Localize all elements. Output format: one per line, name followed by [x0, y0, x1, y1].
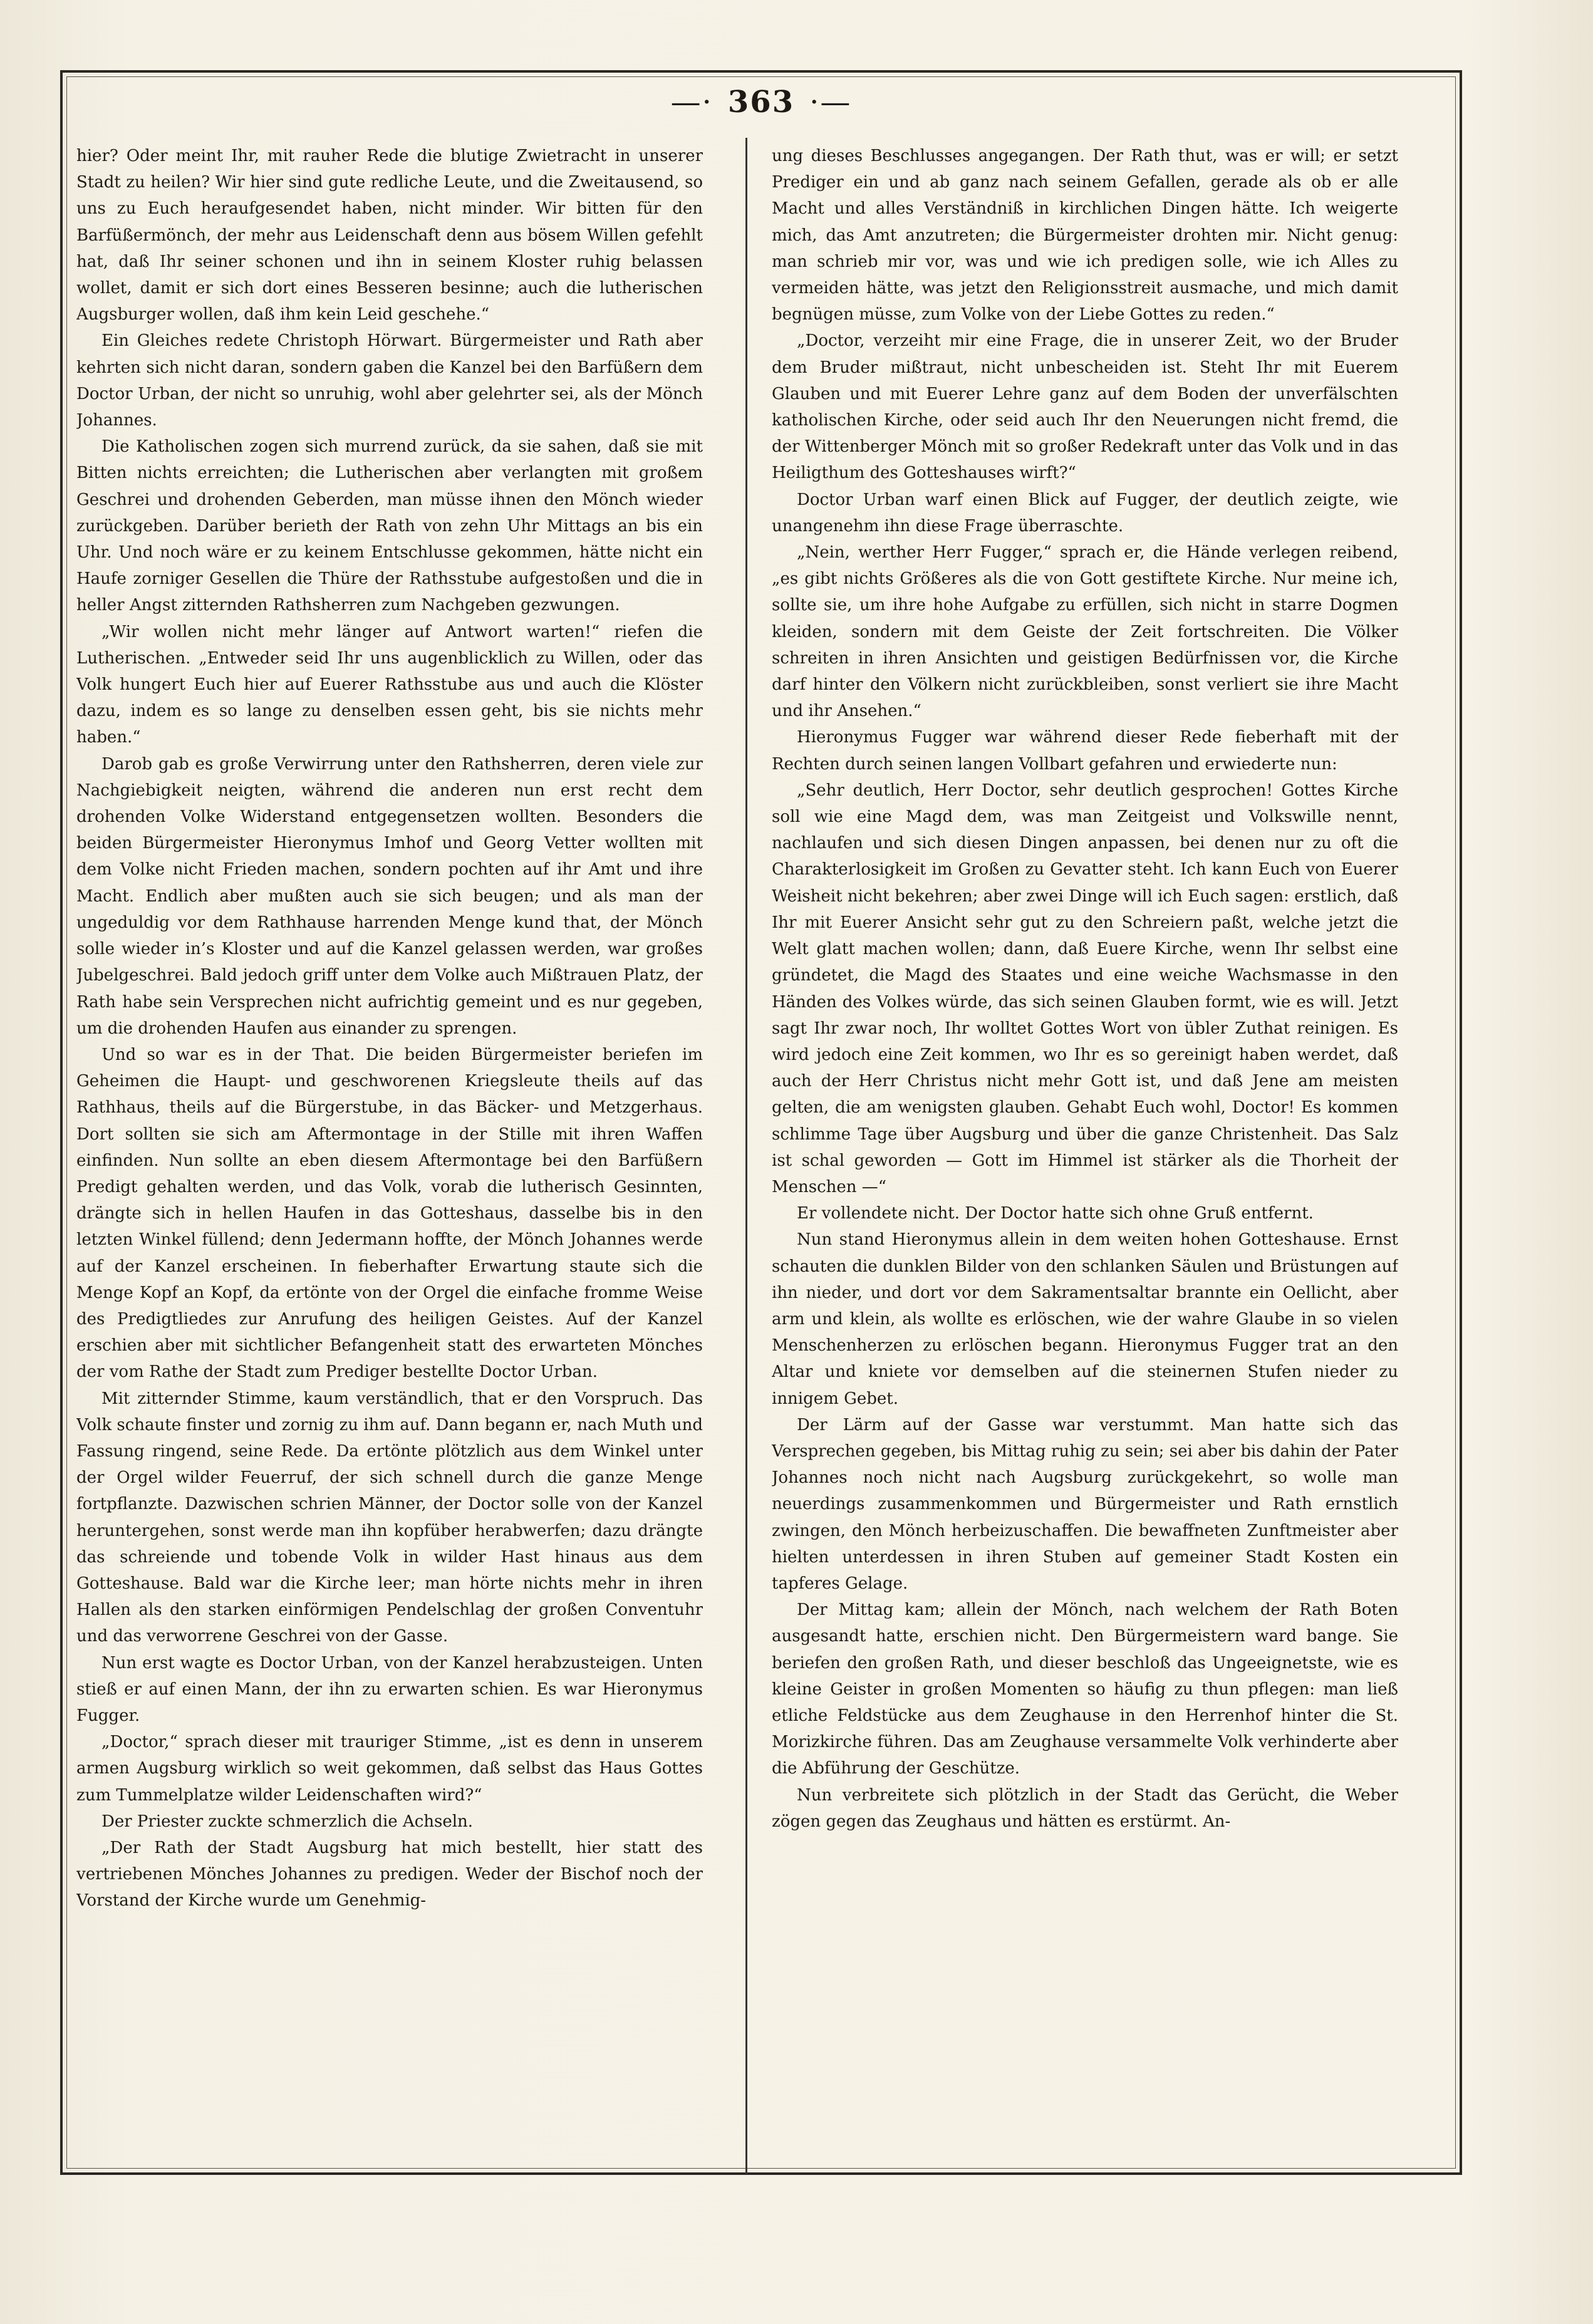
paragraph: hier? Oder meint Ihr, mit rauher Rede die blutige Zwietracht in unserer Stadt zu heilen? Wir hier sind gute redliche Leute, und die Zweitausend, so uns zu Euch heraufgesendet haben, nicht minder. Wir bitten für den Barfüßermönch, der mehr aus Leidenschaft denn aus bösem Willen gefehlt hat, daß Ihr seiner schonen und ihn in seinem Kloster ruhig belassen wollet, damit er sich dort eines Besseren besinne; auch die lutherischen Augsburger wollen, daß ihm kein Leid geschehe.“: [76, 147, 703, 324]
paragraph: „Der Rath der Stadt Augsburg hat mich bestellt, hier statt des vertriebenen Mönches Johannes zu predigen. Weder der Bischof noch der Vorstand der Kirche wurde um Genehmig-: [76, 1839, 703, 1911]
paragraph: Darob gab es große Verwirrung unter den Rathsherren, deren viele zur Nachgiebigkeit neigten, während die anderen nun erst recht dem drohenden Volke Widerstand entgegensetzen wollten. Besonders die beiden Bürgermeister Hieronymus Imhof und Georg Vetter wollten mit dem Volke nicht Frieden machen, sondern pochten auf ihr Amt und ihre Macht. Endlich aber mußten auch sie sich beugen; und als man der ungeduldig vor dem Rathhause harrenden Menge kund that, der Mönch solle wieder in’s Kloster und auf die Kanzel gelassen werden, war großes Jubelgeschrei. Bald jedoch griff unter dem Volke auch Mißtrauen Platz, der Rath habe sein Versprechen nicht aufrichtig gemeint und es nur gegeben, um die drohenden Haufen aus einander zu sprengen.: [76, 754, 703, 1038]
paragraph: Hieronymus Fugger war während dieser Rede fieberhaft mit der Rechten durch seinen langen Vollbart gefahren und erwiederte nun:: [772, 728, 1398, 774]
page-number: 363: [727, 85, 795, 120]
column-divider: [745, 138, 747, 2174]
paragraph: Der Mittag kam; allein der Mönch, nach welchem der Rath Boten ausgesandt hatte, erschien nicht. Den Bürgermeistern ward bange. Sie beriefen den großen Rath, und dieser beschloß das Ungeeignetste, wie es kleine Geister in großen Momenten so häufig zu thun pflegen: man ließ etliche Feldstücke aus dem Zeughause in den Herrenhof hinter die St. Morizkirche führen. Das am Zeughause versammelte Volk verhinderte aber die Abführung der Geschütze.: [772, 1600, 1398, 1778]
paragraph: Mit zitternder Stimme, kaum verständlich, that er den Vorspruch. Das Volk schaute finster und zornig zu ihm auf. Dann begann er, nach Muth und Fassung ringend, seine Rede. Da ertönte plötzlich aus dem Winkel unter der Orgel wilder Feuerruf, der sich schnell durch die ganze Menge fortpflanzte. Dazwischen schrien Männer, der Doctor solle von der Kanzel heruntergehen, sonst werde man ihn kopfüber herabwerfen; dazu drängte das schreiende und tobende Volk in wilder Hast hinaus aus dem Gotteshause. Bald war die Kirche leer; man hörte nichts mehr in ihren Hallen als den starken einförmigen Pendelschlag der großen Conventuhr und das verworrene Geschrei von der Gasse.: [76, 1389, 703, 1646]
paragraph: Er vollendete nicht. Der Doctor hatte sich ohne Gruß entfernt.: [797, 1204, 1314, 1223]
paragraph: Die Katholischen zogen sich murrend zurück, da sie sahen, daß sie mit Bitten nichts erreichten; die Lutherischen aber verlangten mit großem Geschrei und drohenden Geberden, man müsse ihnen den Mönch wieder zurückgeben. Darüber berieth der Rath von zehn Uhr Mittags an bis ein Uhr. Und noch wäre er zu keinem Entschlusse gekommen, hätte nicht ein Haufe zorniger Gesellen die Thüre der Rathsstube aufgestoßen und die in heller Angst zitternden Rathsherren zum Nachgeben gezwungen.: [76, 437, 703, 615]
paragraph: Ein Gleiches redete Christoph Hörwart. Bürgermeister und Rath aber kehrten sich nicht daran, sondern gaben die Kanzel bei den Barfüßern dem Doctor Urban, der nicht so unruhig, wohl aber gelehrter sei, als der Mönch Johannes.: [76, 331, 703, 430]
paragraph: Und so war es in der That. Die beiden Bürgermeister beriefen im Geheimen die Haupt- und geschworenen Kriegsleute theils auf das Rathhaus, theils auf die Bürgerstube, in das Bäcker- und Metzgerhaus. Dort sollten sie sich am Aftermontage in der Stille mit ihren Waffen einfinden. Nun sollte an eben diesem Aftermontage bei den Barfüßern Predigt gehalten werden, und das Volk, vorab die lutherisch Gesinnten, drängte sich in hellen Haufen in das Gotteshaus, dasselbe bis in den letzten Winkel füllend; denn Jedermann hoffte, der Mönch Johannes werde auf der Kanzel erscheinen. In fieberhafter Erwartung staute sich die Menge Kopf an Kopf, da ertönte von der Orgel die einfache fromme Weise des Predigtliedes zur Anrufung des heiligen Geistes. Auf der Kanzel erschien aber mit sichtlicher Befangenheit statt des erwarteten Mönches der vom Rathe der Stadt zum Prediger bestellte Doctor Urban.: [76, 1045, 703, 1382]
paragraph: Nun verbreitete sich plötzlich in der Stadt das Gerücht, die Weber zögen gegen das Zeughaus und hätten es erstürmt. An-: [772, 1785, 1398, 1831]
paragraph: „Wir wollen nicht mehr länger auf Antwort warten!“ riefen die Lutherischen. „Entweder seid Ihr uns augenblicklich zu Willen, oder das Volk hungert Euch hier auf Euerer Rathsstube aus und auch die Klöster dazu, indem es so lange zu denselben essen geht, bis sie nichts mehr haben.“: [76, 622, 703, 747]
ornament-dash-left: —·: [670, 85, 713, 120]
paragraph: ung dieses Beschlusses angegangen. Der Rath thut, was er will; er setzt Prediger ein und ab ganz nach seinem Gefallen, gerade als ob er alle Macht und alles Verständniß in kirchlichen Dingen hätte. Ich weigerte mich, das Amt anzutreten; die Bürgermeister drohten mir. Nicht genug: man schrieb mir vor, was und wie ich predigen solle, wie ich Alles zu vermeiden hätte, was jetzt den Religionsstreit ausmache, und mich damit begnügen müsse, zum Volke von der Liebe Gottes zu reden.“: [772, 147, 1398, 324]
paragraph: Nun erst wagte es Doctor Urban, von der Kanzel herabzusteigen. Unten stieß er auf einen Mann, der ihn zu erwarten schien. Es war Hieronymus Fugger.: [76, 1653, 703, 1725]
paragraph: „Nein, werther Herr Fugger,“ sprach er, die Hände verlegen reibend, „es gibt nichts Größeres als die von Gott gestiftete Kirche. Nur meine ich, sollte sie, um ihre hohe Aufgabe zu erfüllen, sich nicht in starre Dogmen kleiden, sondern mit dem Geiste der Zeit fortschreiten. Die Völker schreiten in ihren Ansichten und geistigen Bedürfnissen vor, die Kirche darf hinter den Völkern nicht zurückbleiben, sonst verliert sie ihre Macht und ihr Ansehen.“: [772, 543, 1398, 721]
paragraph: „Doctor, verzeiht mir eine Frage, die in unserer Zeit, wo der Bruder dem Bruder mißtraut, nicht unbescheiden ist. Steht Ihr mit Euerem Glauben und mit Euerer Lehre ganz auf dem Boden der unverfälschten katholischen Kirche, oder seid auch Ihr den Neuerungen nicht fremd, die der Wittenberger Mönch mit so großer Redekraft unter das Volk und in das Heiligthum des Gotteshauses wirft?“: [772, 331, 1398, 483]
page-number-line: [656, 85, 867, 120]
paragraph: Der Lärm auf der Gasse war verstummt. Man hatte sich das Versprechen gegeben, bis Mittag ruhig zu sein; sei aber bis dahin der Pater Johannes noch nicht nach Augsburg zurückgekehrt, so wolle man neuerdings zusammenkommen und Bürgermeister und Rath ernstlich zwingen, den Mönch herbeizuschaffen. Die bewaffneten Zunftmeister aber hielten unterdessen in ihren Stuben auf gemeiner Stadt Kosten ein tapferes Gelage.: [772, 1415, 1398, 1593]
left-column: [76, 143, 703, 2160]
ornament-dash-right: ·—: [809, 85, 852, 120]
paragraph: „Sehr deutlich, Herr Doctor, sehr deutlich gesprochen! Gottes Kirche soll wie eine Magd dem, was man Zeitgeist und Volkswille nennt, nachlaufen und sich diesen Dingen anpassen, bei denen nur zu oft die Charakterlosigkeit im Großen zu Gevatter steht. Ich kann Euch von Euerer Weisheit nicht bekehren; aber zwei Dinge will ich Euch sagen: erstlich, daß Ihr mit Euerer Ansicht sehr gut zu den Schreiern paßt, welche jetzt die Welt glatt machen wollen; dann, daß Euere Kirche, wenn Ihr selbst eine gründetet, die Magd des Staates und eine weiche Wachsmasse in den Händen des Volkes würde, das sich seinen Glauben formt, wie es will. Jetzt sagt Ihr zwar noch, Ihr wolltet Gottes Wort von übler Zuthat reinigen. Es wird jedoch eine Zeit kommen, wo Ihr es so gereinigt haben werdet, daß auch der Herr Christus nicht mehr Gott ist, und daß Jene am meisten gelten, die am wenigsten glauben. Gehabt Euch wohl, Doctor! Es kommen schlimme Tage über Augsburg und über die ganze Christenheit. Das Salz ist schal geworden — Gott im Himmel ist stärker als die Thorheit der Menschen —“: [772, 781, 1398, 1196]
paragraph: Doctor Urban warf einen Blick auf Fugger, der deutlich zeigte, wie unangenehm ihn diese Frage überraschte.: [772, 490, 1398, 536]
paragraph: „Doctor,“ sprach dieser mit trauriger Stimme, „ist es denn in unserem armen Augsburg wirklich so weit gekommen, daß selbst das Haus Gottes zum Tummelplatze wilder Leidenschaften wird?“: [76, 1733, 703, 1805]
paragraph: Der Priester zuckte schmerzlich die Achseln.: [101, 1812, 474, 1831]
right-column: [772, 143, 1398, 2160]
paragraph: Nun stand Hieronymus allein in dem weiten hohen Gotteshause. Ernst schauten die dunklen Bilder von den schlanken Säulen und Brüstungen auf ihn nieder, und dort vor dem Sakramentsaltar brannte ein Oellicht, aber arm und klein, als wollte es erlöschen, wie der wahre Glaube in so vielen Menschenherzen zu erlöschen begann. Hieronymus Fugger trat an den Altar und kniete vor demselben auf die steinernen Stufen nieder zu innigem Gebet.: [772, 1230, 1398, 1408]
page-header: [60, 85, 1462, 135]
